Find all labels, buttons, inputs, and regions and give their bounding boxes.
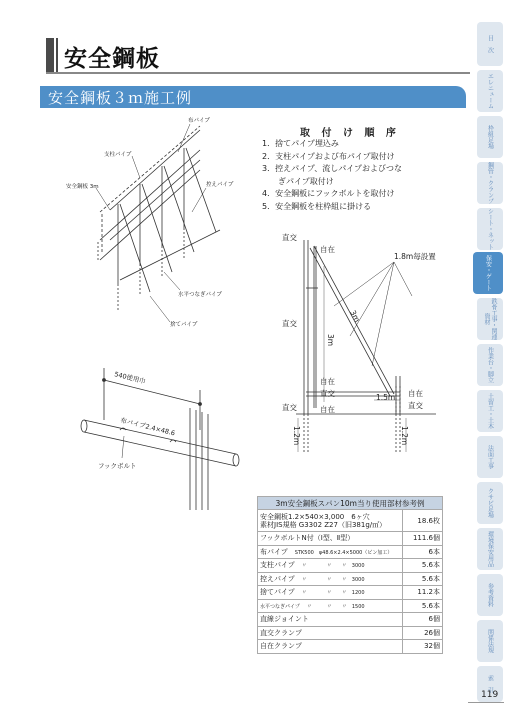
row-name-sub: 素材JIS規格 G3302 Z27（旧381g/㎡） (260, 520, 387, 529)
label-horizontal-pipe: 布パイプ (188, 118, 210, 124)
table-row (258, 599, 443, 613)
label-height: 3m (326, 334, 335, 347)
fence-perspective-diagram (40, 112, 260, 342)
row-name: 直交クランプ (258, 626, 403, 640)
row-value: 32個 (403, 640, 443, 654)
row-name: 布パイプ (260, 547, 288, 556)
table-row (258, 559, 443, 573)
label-hook-bolt: フックボルト (98, 462, 137, 470)
procedure-step: 1．捨てパイプ埋込み (262, 139, 339, 148)
table-row (258, 572, 443, 586)
title-accent-bar (46, 38, 54, 72)
tab-steel-frame[interactable]: 鉄骨工事・関連資材 (477, 298, 503, 340)
label-steel-plate: 安全鋼板 3m (66, 184, 99, 190)
row-value: 5.6本 (403, 572, 443, 586)
row-value: 18.6枚 (403, 510, 443, 532)
label-free-top: 自在 (320, 245, 335, 254)
table-row (258, 545, 443, 559)
tab-index[interactable]: 索 引 (477, 666, 503, 702)
label-free-a: 自在 (320, 377, 335, 386)
label-free-b: 自在 (408, 389, 423, 398)
tab-pipe-clamp[interactable]: 鋼管・クランプ (477, 162, 503, 204)
procedure-step: 3．控えパイプ、流しパイプおよびつな (262, 164, 402, 173)
tab-slope-work[interactable]: 法面工事 (477, 436, 503, 478)
page-number: 119 (481, 690, 499, 700)
section-title: 安全鋼板３ｍ施工例 (48, 89, 193, 107)
row-spec: 〃 〃 〃 1500 (306, 603, 365, 610)
tab-environment-safety[interactable]: 環境保安用品 (477, 528, 503, 570)
procedure-step: 5．安全鋼板を柱枠組に掛ける (262, 201, 372, 211)
tab-earth-retaining[interactable]: 土留工・土木 (477, 390, 503, 432)
page-title: 安全鋼板 (64, 46, 160, 72)
label-tie-pipe: 水平つなぎパイプ (178, 292, 222, 298)
procedure-list (262, 138, 402, 213)
row-value: 5.6本 (403, 599, 443, 613)
row-spec: 〃 〃 〃 3000 (301, 576, 365, 583)
row-value: 11.2本 (403, 586, 443, 600)
label-post-pipe: 支柱パイプ (104, 152, 132, 158)
label-span: 1.5m (376, 393, 396, 402)
procedure-step: 2．支柱パイプおよび布パイプ取付け (262, 151, 395, 161)
label-free-bottom: 自在 (320, 405, 335, 414)
title-divider (46, 72, 470, 74)
side-elevation-diagram (276, 226, 466, 456)
row-name: 水平つなぎパイプ (260, 603, 300, 610)
table-row (258, 510, 443, 532)
tab-regulations[interactable]: 関係法規 (477, 620, 503, 662)
label-usable-width: 540使用巾 (113, 370, 147, 386)
row-value: 5.6本 (403, 559, 443, 573)
label-orthogonal-b: 直交 (408, 401, 423, 410)
label-orthogonal-bottom: 直交 (282, 403, 297, 412)
label-brace-pipe: 控えパイプ (206, 182, 234, 188)
tab-sheet-net[interactable]: シート・ネット (477, 208, 503, 250)
tab-eleneum[interactable]: エレニューム (477, 70, 503, 112)
row-name: 支柱パイプ (260, 561, 295, 570)
row-name: 捨てパイプ (260, 588, 295, 597)
row-spec: 〃 〃 〃 1200 (301, 590, 365, 597)
row-name: 安全鋼板1.2×540×3,000 6ヶ穴 (260, 512, 370, 521)
table-row (258, 626, 443, 640)
procedure-title: 取 付 け 順 序 (300, 128, 400, 139)
label-orthogonal-top: 直交 (282, 233, 297, 242)
tab-safety-gate[interactable]: 保安・ゲート (473, 252, 503, 294)
label-depth-right: 1.2m (400, 426, 409, 446)
table-row (258, 586, 443, 600)
table-header: 3m安全鋼板スパン10m当り使用部材参考例 (258, 497, 443, 510)
row-spec: 〃 〃 〃 3000 (301, 563, 365, 570)
row-value: 6個 (403, 613, 443, 627)
section-banner (40, 86, 466, 108)
table-row (258, 532, 443, 546)
label-depth-left: 1.2m (292, 426, 301, 446)
row-name: フックボルトN付（Ⅰ型、Ⅱ型） (258, 532, 403, 546)
row-name: 自在クランプ (258, 640, 403, 654)
label-brace-length: 3m (348, 308, 362, 324)
label-orthogonal-a: 直交 (320, 389, 335, 398)
procedure-step: 4．安全鋼板にフックボルトを取付け (262, 189, 395, 198)
pipe-detail-diagram (80, 350, 250, 510)
row-spec: STK500 φ48.6×2.4×5000（ピン加工） (294, 549, 393, 556)
label-buried-pipe: 捨てパイプ (170, 322, 198, 328)
tab-workbench-ladder[interactable]: 作業台・脚立 (477, 344, 503, 386)
label-pipe-spec: 布パイプ2.4×48.6 (119, 416, 176, 438)
page-number-rule (468, 702, 504, 703)
row-value: 111.6個 (403, 532, 443, 546)
table-row (258, 613, 443, 627)
title-accent-bar-thin (56, 38, 58, 72)
row-value: 6本 (403, 545, 443, 559)
tab-reference[interactable]: 参考資料 (477, 574, 503, 616)
materials-table (257, 496, 443, 654)
row-value: 26個 (403, 626, 443, 640)
tab-wedge-scaffold[interactable]: クサビ足場 (477, 482, 503, 524)
table-row (258, 640, 443, 654)
label-orthogonal-mid: 直交 (282, 319, 297, 328)
tab-frame-scaffold[interactable]: 枠組足場 (477, 116, 503, 158)
procedure-step: ぎパイプ取付け (262, 176, 334, 186)
tab-contents[interactable]: 目 次 (477, 22, 503, 66)
row-name: 控えパイプ (260, 574, 295, 583)
row-name: 直線ジョイント (258, 613, 403, 627)
label-interval: 1.8m毎設置 (394, 252, 436, 261)
